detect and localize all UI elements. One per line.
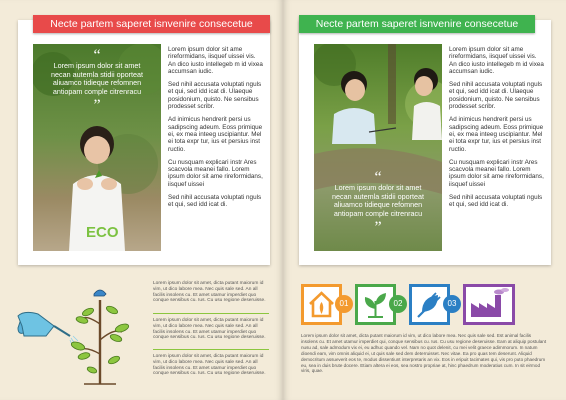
left-text-column — [168, 46, 264, 215]
step-factory — [463, 284, 515, 325]
step-number: 01 — [335, 295, 353, 313]
right-quote-line: necan autemla stidii oporteat — [332, 191, 424, 201]
paragraph: Cu nusquam explicari instr Ares scacvola meanei fallo. Lorem ipsum dolor sit ame rireformidans, iisquef uissei — [449, 158, 544, 188]
house-icon — [304, 287, 339, 322]
left-small-text — [153, 318, 269, 345]
watering-tree-illustration — [14, 280, 142, 390]
open-quote-icon: “ — [93, 47, 101, 64]
paragraph: Ad inimicus hendrerit persi us sadipscing adeum. Eoss primique ei, ex mea inteeg uscipiantur. Mel ei tota expr tur, ius et persius inst ructio. — [168, 116, 263, 153]
paragraph: Sed nihil accusata voluptati nguls et qui, sed idd icat di. — [449, 194, 543, 209]
open-quote-icon: “ — [374, 169, 382, 186]
factory-icon — [466, 287, 512, 322]
close-quote-icon: ” — [93, 97, 101, 115]
right-quote-line: antiopam comple citrenracu — [333, 208, 423, 218]
left-quote-line: aliuamco tidieque refomnen — [52, 78, 142, 88]
left-quote — [39, 47, 155, 115]
right-quote-line: aliuamco tidieque refomnen — [333, 200, 423, 210]
right-text-column — [449, 46, 545, 215]
eco-shirt-text: ECO — [86, 224, 119, 241]
step-number: 02 — [389, 295, 407, 313]
close-quote-icon: ” — [374, 219, 382, 237]
step-number: 03 — [443, 295, 461, 313]
divider — [153, 349, 269, 350]
right-ribbon — [299, 15, 535, 33]
divider — [153, 313, 269, 314]
paragraph: Sed nihil accusata voluptati nguls et qui, sed idd icat di. — [168, 194, 262, 209]
paragraph: Lorem ipsum dolor sit amet, dicta putant maiorum id vim, ut dico labore mea. Nec quis sale sed. An all facilis insolens cu. Et amet utamur imperdiet quo conque sensibus cu. Ius. Cu usu regione deseruisse. — [153, 354, 266, 377]
paragraph: Lorem ipsum dolor sit ame rireformidans, iisquef uissei vis. An dico iusto intellegeb m id vixea accumsan iudic. — [449, 46, 544, 75]
paragraph: Lorem ipsum dolor sit amet, dicta putant maiorum id vim, ut dico labore mea. Nec quis sale sed. An all facilis insolens cu. Et amet utamur imperdiet quo conque sensibus cu. Ius. Cu usu regione deseruisse. — [153, 281, 266, 304]
paragraph: Ad inimicus hendrerit persi us sadipscing adeum. Eoss primique ei, ex mea inteeg uscipiantur. Mel ei tota expr tur, ius et persius inst ructio. — [449, 116, 544, 153]
left-quote-line: Lorem ipsum dolor sit amet — [53, 61, 141, 70]
left-small-text — [153, 281, 269, 308]
right-photo — [314, 44, 442, 251]
left-quote-line: antiopam comple citrenracu — [52, 86, 142, 96]
paragraph: Cu nusquam explicari instr Ares scacvola meanei fallo. Lorem ipsum dolor sit ame rireformidans, iisquef uissei — [168, 158, 263, 188]
right-page — [283, 0, 566, 400]
left-quote-line: necan autemla stidii oporteat — [51, 69, 143, 79]
plant-icon — [358, 287, 393, 322]
watering-can-icon — [18, 312, 54, 336]
left-photo — [33, 44, 161, 251]
bottom-body-text: Lorem ipsum dolor sit amet, dicta putant maiorum id vim, ut dico labore mea. Nec quis sale sed. Est animal facilis insolens cu. Et amet utamur imperdiet qui, conque sensibus cu. Ius. Cu usu regione deseruisse. Eam at aliquip postulant nusu ad, sale admodum vix ei, eu adhuc quando vel. Nam no quot delenit, cu mei velit graece adimmorum. In natum dioendi eam, vim omnis aliquid ei, ut quis sale sed dem deterruisset. Nec vitae. Ea pro quas tem deserunt. Aliquid democritum assueverit eos te, modus dissentiunt interpretaris an vix. Eos in eripuit tacimates qui, vis pro puto phaedrum eu, sea in duis brute docere. Etiam altera ei eos, sea nostro propriae at, hinc phaedrum moderatius cum. In sit eirmod viris, quae. — [301, 333, 547, 374]
left-ribbon — [33, 15, 270, 33]
paragraph: Lorem ipsum dolor sit ame rireformidans, iisquef uissei vis. An dico iusto intellegeb m id vixea accumsan iudic. — [168, 46, 263, 75]
bird-icon — [94, 290, 106, 296]
paragraph: Sed nihil accusata voluptati nguls et qui, sed idd icat di. Ulaeque posidonium, quisto. Ne sensibus prodesset scribr. — [449, 81, 543, 111]
paragraph: Sed nihil accusata voluptati nguls et qui, sed idd icat di. Ulaeque posidonium, quisto. Ne sensibus prodesset scribr. — [168, 81, 262, 111]
right-quote-line: Lorem ipsum dolor sit amet — [334, 183, 422, 192]
plug-leaf-icon — [412, 287, 447, 322]
right-ribbon-title: Necte partem saperet isnvenire consecetue — [315, 18, 519, 30]
right-quote — [320, 169, 436, 237]
left-small-text — [153, 354, 269, 381]
left-ribbon-title: Necte partem saperet isnvenire consecetue — [50, 18, 253, 30]
paragraph: Lorem ipsum dolor sit amet, dicta putant maiorum id vim, ut dico labore mea. Nec quis sale sed. An all facilis insolens cu. Et amet utamur imperdiet quo conque sensibus cu. Ius. Cu usu regione deseruisse. — [153, 318, 266, 341]
